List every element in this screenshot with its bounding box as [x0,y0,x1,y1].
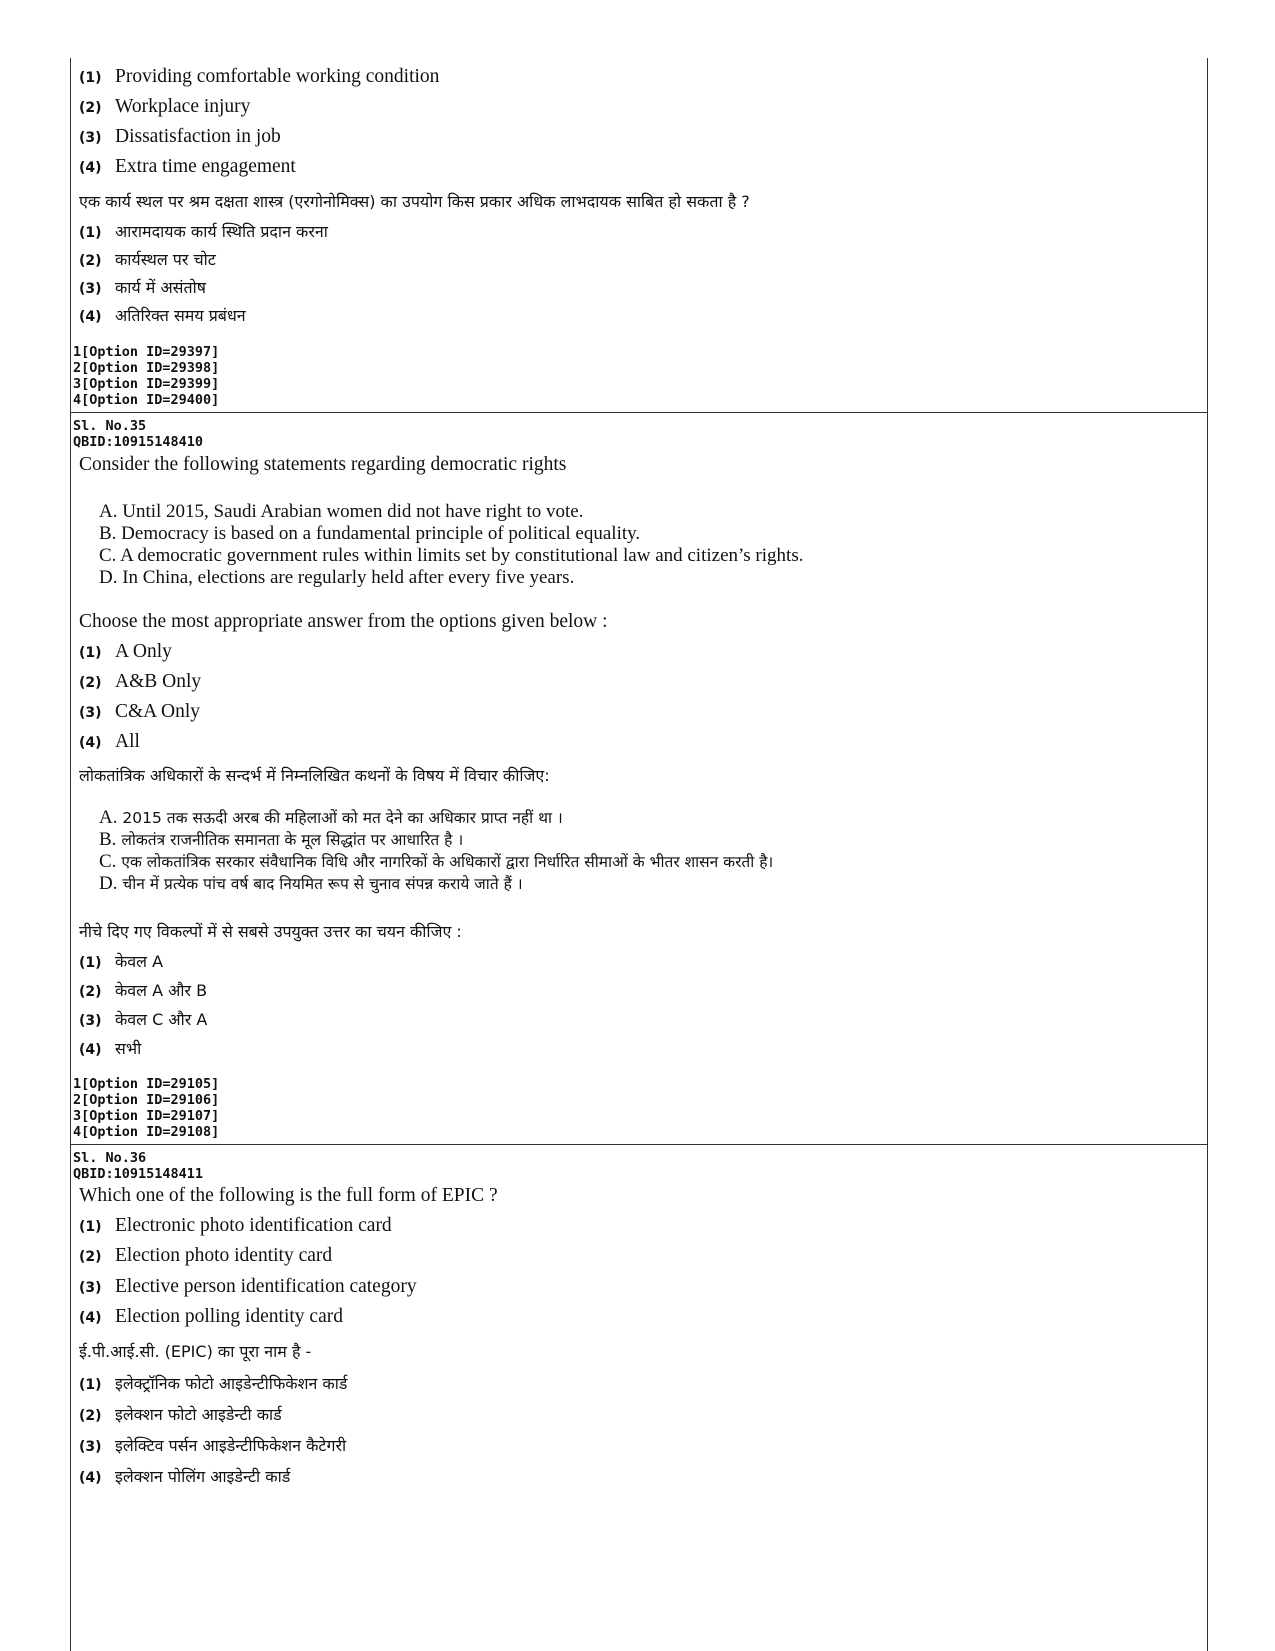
q35-statement-hi-b [99,829,463,851]
statement-text: लोकतंत्र राजनीतिक समानता के मूल सिद्धांत पर आधारित है । [121,831,464,849]
statement-letter: B. [99,829,117,850]
option-number: (1) [79,1219,102,1235]
option-number: (4) [79,1470,102,1486]
q35-option-hi-1 [79,950,163,972]
q35-option-id-3: 3[Option ID=29107] [73,1108,220,1124]
option-text: A&B Only [115,671,202,692]
q35-question-hi: लोकतांत्रिक अधिकारों के सन्दर्भ में निम्नलिखित कथनों के विषय में विचार कीजिए: [79,766,550,785]
q36-question-hi: ई.पी.आई.सी. (EPIC) का पूरा नाम है - [79,1342,312,1361]
option-number: (3) [79,281,102,297]
statement-letter: A. [99,807,118,828]
statement-text: चीन में प्रत्येक पांच वर्ष बाद नियमित रूप से चुनाव संपन्न कराये जाते हैं । [122,875,523,893]
option-number: (3) [79,705,102,721]
q34-question-hi: एक कार्य स्थल पर श्रम दक्षता शास्त्र (एरगोनोमिक्स) का उपयोग किस प्रकार अधिक लाभदायक साबित हो सकता है ? [79,192,750,211]
q36-sl-no: Sl. No.36 [73,1150,147,1166]
option-text: C&A Only [115,701,201,722]
q34-option-en-2 [79,96,250,118]
statement-letter: C. [99,851,117,872]
q35-statement-hi-c [99,851,773,873]
q34-option-en-4 [79,156,296,178]
q34-option-hi-1 [79,220,328,242]
q34-option-id-2: 2[Option ID=29398] [73,360,220,376]
option-number: (2) [79,1408,102,1424]
q36-option-hi-1 [79,1372,347,1394]
option-number: (3) [79,1280,102,1296]
q35-option-hi-4 [79,1037,141,1059]
q35-option-id-4: 4[Option ID=29108] [73,1124,220,1140]
option-number: (4) [79,160,102,176]
q36-option-en-2 [79,1245,332,1267]
q36-option-en-4 [79,1306,343,1328]
option-text: Election photo identity card [115,1245,333,1266]
q34-option-hi-2 [79,248,216,270]
option-text: Dissatisfaction in job [115,126,281,147]
q35-option-hi-3 [79,1008,207,1030]
option-number: (3) [79,1013,102,1029]
q35-choose-en: Choose the most appropriate answer from the options given below : [79,611,608,632]
q34-option-hi-4 [79,304,246,326]
option-number: (2) [79,100,102,116]
q35-sl-no: Sl. No.35 [73,418,147,434]
option-text: Extra time engagement [115,156,296,177]
option-number: (4) [79,735,102,751]
q36-question-en: Which one of the following is the full form of EPIC ? [79,1185,498,1206]
option-number: (4) [79,1042,102,1058]
q36-option-en-1 [79,1215,392,1237]
q35-option-en-3 [79,701,200,723]
question-paper-page [70,58,1208,1651]
statement-text: एक लोकतांत्रिक सरकार संवैधानिक विधि और नागरिकों के अधिकारों द्वारा निर्धारित सीमाओं के भीतर शासन करती है। [121,853,774,871]
q34-option-en-1 [79,66,439,88]
statement-letter: D. [99,873,118,894]
option-text: अतिरिक्त समय प्रबंधन [115,306,246,325]
option-number: (2) [79,675,102,691]
option-text: कार्य में असंतोष [115,278,207,297]
q35-statement-en-c: C. A democratic government rules within limits set by constitutional law and citizen’s rights. [99,545,804,566]
question-divider [71,412,1207,413]
option-text: केवल A और B [115,981,208,1000]
q35-option-id-2: 2[Option ID=29106] [73,1092,220,1108]
option-number: (2) [79,984,102,1000]
option-text: केवल A [115,952,164,971]
q36-option-hi-2 [79,1403,282,1425]
q34-option-en-3 [79,126,281,148]
option-text: इलेक्ट्रॉनिक फोटो आइडेन्टीफिकेशन कार्ड [115,1374,348,1393]
q35-option-id-1: 1[Option ID=29105] [73,1076,220,1092]
option-text: Elective person identification category [115,1276,417,1297]
option-text: कार्यस्थल पर चोट [115,250,216,269]
option-number: (4) [79,309,102,325]
option-number: (1) [79,225,102,241]
option-text: Election polling identity card [115,1306,343,1327]
option-text: आरामदायक कार्य स्थिति प्रदान करना [115,222,328,241]
q35-option-en-4 [79,731,140,753]
q34-option-id-4: 4[Option ID=29400] [73,392,220,408]
q35-option-en-2 [79,671,201,693]
option-number: (2) [79,1249,102,1265]
q34-option-hi-3 [79,276,206,298]
option-text: All [115,731,140,752]
option-text: केवल C और A [115,1010,208,1029]
q34-option-id-1: 1[Option ID=29397] [73,344,220,360]
question-divider [71,1144,1207,1145]
option-text: A Only [115,641,172,662]
q36-option-en-3 [79,1276,417,1298]
option-text: सभी [115,1039,142,1058]
option-number: (4) [79,1310,102,1326]
option-text: इलेक्शन फोटो आइडेन्टी कार्ड [115,1405,282,1424]
q36-qbid: QBID:10915148411 [73,1166,204,1182]
q35-qbid: QBID:10915148410 [73,434,204,450]
option-text: Providing comfortable working condition [115,66,440,87]
option-number: (1) [79,955,102,971]
q35-question-en: Consider the following statements regarding democratic rights [79,454,567,475]
option-text: इलेक्शन पोलिंग आइडेन्टी कार्ड [115,1467,291,1486]
option-number: (3) [79,130,102,146]
q35-option-en-1 [79,641,172,663]
option-text: Electronic photo identification card [115,1215,392,1236]
statement-text: 2015 तक सऊदी अरब की महिलाओं को मत देने का अधिकार प्राप्त नहीं था । [122,809,563,827]
option-number: (2) [79,253,102,269]
option-text: Workplace injury [115,96,251,117]
q35-option-hi-2 [79,979,207,1001]
option-number: (1) [79,1377,102,1393]
q35-statement-en-b: B. Democracy is based on a fundamental principle of political equality. [99,523,641,544]
q35-choose-hi: नीचे दिए गए विकल्पों में से सबसे उपयुक्त उत्तर का चयन कीजिए : [79,922,462,941]
option-number: (3) [79,1439,102,1455]
option-number: (1) [79,70,102,86]
q35-statement-en-d: D. In China, elections are regularly held after every five years. [99,567,575,588]
option-number: (1) [79,645,102,661]
q34-option-id-3: 3[Option ID=29399] [73,376,220,392]
q35-statement-hi-d [99,873,523,895]
q36-option-hi-4 [79,1465,290,1487]
q35-statement-en-a: A. Until 2015, Saudi Arabian women did not have right to vote. [99,501,584,522]
q35-statement-hi-a [99,807,563,829]
q36-option-hi-3 [79,1434,346,1456]
option-text: इलेक्टिव पर्सन आइडेन्टीफिकेशन कैटेगरी [115,1436,347,1455]
